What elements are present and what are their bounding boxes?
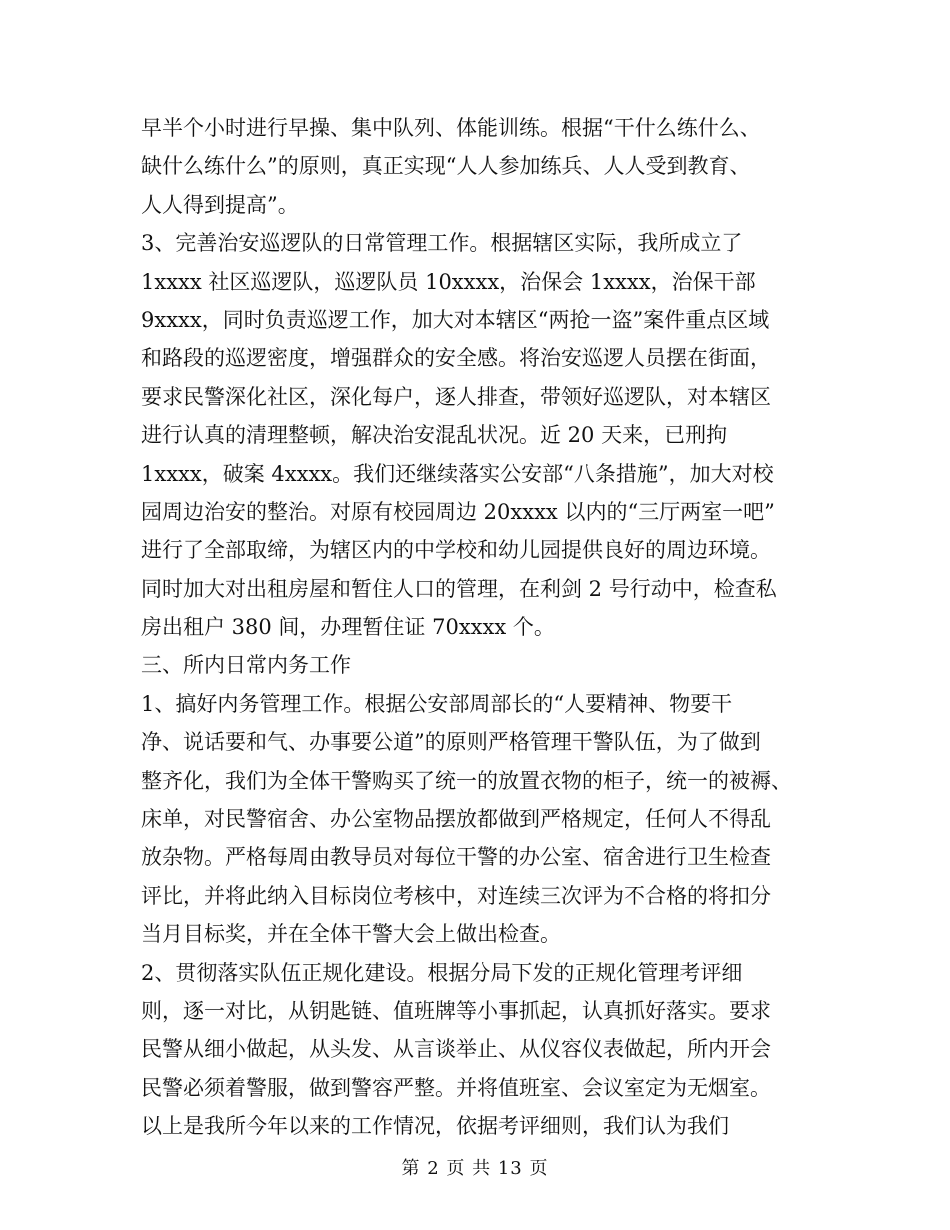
text-line: 2、贯彻落实队伍正规化建设。根据分局下发的正规化管理考评细 <box>141 960 743 985</box>
body-text <box>141 109 821 1146</box>
text-line: 以上是我所今年以来的工作情况，依据考评细则，我们认为我们 <box>141 1114 729 1139</box>
text-line: 民警从细小做起，从头发、从言谈举止、从仪容仪表做起，所内开会 <box>141 1037 771 1062</box>
text-line: 园周边治安的整治。对原有校园周边 20xxxx 以内的“三厅两室一吧” <box>141 499 775 524</box>
section-heading: 三、所内日常内务工作 <box>141 653 351 678</box>
text-line: 早半个小时进行早操、集中队列、体能训练。根据“干什么练什么、 <box>141 116 761 140</box>
text-line: 净、说话要和气、办事要公道”的原则严格管理干警队伍，为了做到 <box>141 730 761 755</box>
text-line: 评比，并将此纳入目标岗位考核中，对连续三次评为不合格的将扣分 <box>141 883 771 908</box>
text-line: 整齐化，我们为全体干警购买了统一的放置衣物的柜子，统一的被褥、 <box>141 768 792 793</box>
text-line: 民警必须着警服，做到警容严整。并将值班室、会议室定为无烟室。 <box>141 1075 771 1100</box>
text-line: 3、完善治安巡逻队的日常管理工作。根据辖区实际，我所成立了 <box>141 231 743 256</box>
text-line: 房出租户 380 间，办理暂住证 70xxxx 个。 <box>141 615 555 640</box>
text-line: 1xxxx 社区巡逻队，巡逻队员 10xxxx，治保会 1xxxx，治保干部 <box>141 269 756 294</box>
text-line: 1xxxx，破案 4xxxx。我们还继续落实公安部“八条措施”，加大对校 <box>141 461 774 486</box>
text-line: 同时加大对出租房屋和暂住人口的管理，在利剑 2 号行动中，检查私 <box>141 576 777 601</box>
text-line: 床单，对民警宿舍、办公室物品摆放都做到严格规定，任何人不得乱 <box>141 807 771 832</box>
text-line: 1、搞好内务管理工作。根据公安部周部长的“人要精神、物要干 <box>141 691 733 716</box>
page-number-footer: 第 2 页 共 13 页 <box>401 1158 549 1179</box>
text-line: 人人得到提高”。 <box>141 192 299 217</box>
text-line: 缺什么练什么”的原则，真正实现“人人参加练兵、人人受到教育、 <box>141 154 751 179</box>
text-line: 要求民警深化社区，深化每户，逐人排查，带领好巡逻队，对本辖区 <box>141 384 771 409</box>
text-line: 当月目标奖，并在全体干警大会上做出检查。 <box>141 922 561 947</box>
text-line: 进行了全部取缔，为辖区内的中学校和幼儿园提供良好的周边环境。 <box>141 538 771 563</box>
text-line: 则，逐一对比，从钥匙链、值班牌等小事抓起，认真抓好落实。要求 <box>141 998 771 1023</box>
text-line: 和路段的巡逻密度，增强群众的安全感。将治安巡逻人员摆在街面， <box>141 346 771 371</box>
text-line: 进行认真的清理整顿，解决治安混乱状况。近 20 天来，已刑拘 <box>141 423 728 448</box>
text-line: 放杂物。严格每周由教导员对每位干警的办公室、宿舍进行卫生检查 <box>141 845 771 870</box>
text-line: 9xxxx，同时负责巡逻工作，加大对本辖区“两抢一盗”案件重点区域 <box>141 307 770 332</box>
